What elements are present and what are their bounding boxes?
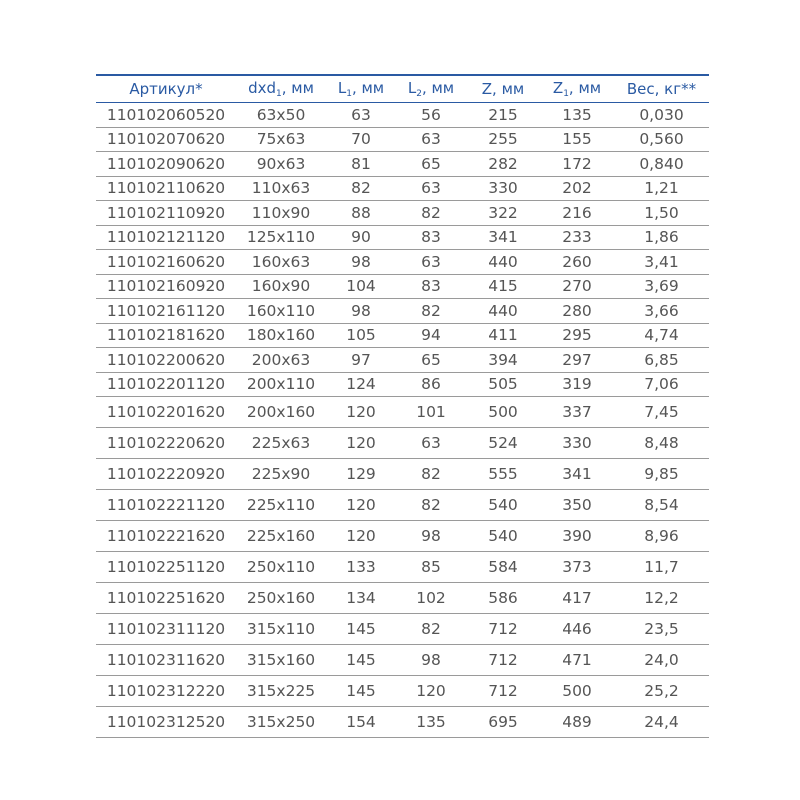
cell-l1: 133 [346, 558, 376, 576]
cell-l1: 97 [351, 350, 371, 369]
cell-weight: 3,41 [644, 252, 679, 271]
header-weight: Вес, кг** [626, 80, 697, 98]
cell-article: 110102161120 [106, 301, 226, 320]
cell-weight: 24,4 [644, 713, 679, 731]
cell-weight: 11,7 [644, 558, 679, 576]
cell-dxd: 200x160 [246, 403, 316, 421]
cell-z: 440 [488, 252, 518, 271]
cell-z: 330 [488, 179, 518, 198]
header-l2: $L_2$, мм [407, 79, 455, 99]
cell-z: 500 [488, 403, 518, 421]
cell-l1: 120 [346, 496, 376, 514]
cell-z1: 500 [562, 682, 592, 700]
cell-z1: 135 [562, 105, 592, 124]
table-row [96, 103, 709, 128]
cell-z: 411 [488, 326, 518, 345]
cell-article: 110102160620 [106, 252, 226, 271]
cell-l1: 120 [346, 403, 376, 421]
cell-z: 255 [488, 130, 518, 149]
cell-l2: 63 [421, 179, 441, 198]
header-dxd: dxd$_1$, мм [248, 79, 314, 99]
cell-article: 110102201120 [106, 375, 226, 394]
cell-dxd: 160x90 [251, 277, 311, 296]
table-header [96, 74, 709, 103]
cell-weight: 0,840 [639, 154, 684, 173]
cell-l2: 63 [421, 130, 441, 149]
cell-weight: 0,030 [639, 105, 684, 124]
table-row [96, 348, 709, 373]
cell-l1: 98 [351, 301, 371, 320]
cell-l2: 102 [416, 589, 446, 607]
cell-z: 712 [488, 620, 518, 638]
cell-weight: 1,21 [644, 179, 679, 198]
cell-weight: 7,06 [644, 375, 679, 394]
cell-l1: 124 [346, 375, 376, 394]
table-row [96, 707, 709, 738]
cell-l1: 98 [351, 252, 371, 271]
cell-dxd: 200x63 [251, 350, 311, 369]
cell-z: 586 [488, 589, 518, 607]
cell-z1: 270 [562, 277, 592, 296]
cell-l1: 88 [351, 203, 371, 222]
cell-weight: 7,45 [644, 403, 679, 421]
cell-dxd: 225x63 [251, 434, 311, 452]
cell-z: 322 [488, 203, 518, 222]
cell-dxd: 160x110 [246, 301, 316, 320]
cell-z: 505 [488, 375, 518, 394]
cell-z1: 202 [562, 179, 592, 198]
cell-dxd: 90x63 [256, 154, 306, 173]
cell-article: 110102312220 [106, 682, 226, 700]
cell-article: 110102312520 [106, 713, 226, 731]
table-row [96, 226, 709, 251]
cell-l1: 145 [346, 651, 376, 669]
table-row [96, 299, 709, 324]
cell-l2: 82 [421, 301, 441, 320]
cell-l2: 82 [421, 465, 441, 483]
cell-z: 415 [488, 277, 518, 296]
cell-dxd: 250x160 [246, 589, 316, 607]
cell-z1: 417 [562, 589, 592, 607]
table-row [96, 275, 709, 300]
cell-z: 712 [488, 651, 518, 669]
cell-l1: 81 [351, 154, 371, 173]
cell-l2: 56 [421, 105, 441, 124]
cell-l1: 70 [351, 130, 371, 149]
cell-z1: 319 [562, 375, 592, 394]
cell-l2: 65 [421, 350, 441, 369]
cell-z1: 260 [562, 252, 592, 271]
cell-article: 110102110920 [106, 203, 226, 222]
cell-l1: 154 [346, 713, 376, 731]
table-row [96, 250, 709, 275]
cell-l1: 104 [346, 277, 376, 296]
cell-article: 110102070620 [106, 130, 226, 149]
cell-z1: 216 [562, 203, 592, 222]
cell-article: 110102121120 [106, 228, 226, 247]
cell-weight: 23,5 [644, 620, 679, 638]
cell-z: 540 [488, 527, 518, 545]
fittings-table [96, 74, 709, 738]
table-row [96, 521, 709, 552]
cell-l2: 65 [421, 154, 441, 173]
cell-z: 282 [488, 154, 518, 173]
cell-z1: 233 [562, 228, 592, 247]
cell-l1: 129 [346, 465, 376, 483]
cell-l1: 82 [351, 179, 371, 198]
table-row [96, 373, 709, 398]
cell-dxd: 200x110 [246, 375, 316, 394]
cell-weight: 9,85 [644, 465, 679, 483]
cell-l1: 120 [346, 434, 376, 452]
cell-l1: 120 [346, 527, 376, 545]
cell-weight: 24,0 [644, 651, 679, 669]
cell-z: 341 [488, 228, 518, 247]
cell-article: 110102160920 [106, 277, 226, 296]
table-row [96, 152, 709, 177]
cell-l1: 105 [346, 326, 376, 345]
cell-dxd: 225x110 [246, 496, 316, 514]
cell-l2: 83 [421, 228, 441, 247]
cell-article: 110102090620 [106, 154, 226, 173]
header-z1: $Z_1$, мм [552, 79, 602, 99]
cell-l2: 82 [421, 203, 441, 222]
cell-z1: 155 [562, 130, 592, 149]
cell-z1: 341 [562, 465, 592, 483]
cell-article: 110102251620 [106, 589, 226, 607]
cell-l1: 90 [351, 228, 371, 247]
cell-z1: 446 [562, 620, 592, 638]
table-row [96, 552, 709, 583]
cell-weight: 1,50 [644, 203, 679, 222]
table-row [96, 428, 709, 459]
cell-l2: 83 [421, 277, 441, 296]
cell-z1: 350 [562, 496, 592, 514]
cell-dxd: 315x160 [246, 651, 316, 669]
cell-z1: 295 [562, 326, 592, 345]
cell-z: 584 [488, 558, 518, 576]
cell-z1: 489 [562, 713, 592, 731]
cell-z: 712 [488, 682, 518, 700]
cell-l1: 145 [346, 682, 376, 700]
cell-article: 110102220620 [106, 434, 226, 452]
cell-dxd: 225x90 [251, 465, 311, 483]
table-row [96, 459, 709, 490]
table-row [96, 614, 709, 645]
cell-article: 110102201620 [106, 403, 226, 421]
cell-dxd: 225x160 [246, 527, 316, 545]
cell-article: 110102220920 [106, 465, 226, 483]
cell-l2: 101 [416, 403, 446, 421]
cell-weight: 3,69 [644, 277, 679, 296]
table-row [96, 645, 709, 676]
cell-z: 440 [488, 301, 518, 320]
cell-z: 540 [488, 496, 518, 514]
cell-dxd: 125x110 [246, 228, 316, 247]
cell-article: 110102251120 [106, 558, 226, 576]
cell-l2: 63 [421, 252, 441, 271]
header-z: Z, мм [481, 80, 525, 98]
header-l1: $L_1$, мм [337, 79, 385, 99]
cell-l1: 63 [351, 105, 371, 124]
cell-weight: 4,74 [644, 326, 679, 345]
cell-article: 110102110620 [106, 179, 226, 198]
cell-weight: 1,86 [644, 228, 679, 247]
cell-weight: 25,2 [644, 682, 679, 700]
cell-l2: 98 [421, 651, 441, 669]
cell-l2: 82 [421, 620, 441, 638]
cell-weight: 8,54 [644, 496, 679, 514]
cell-article: 110102311120 [106, 620, 226, 638]
cell-dxd: 75x63 [256, 130, 306, 149]
cell-z: 524 [488, 434, 518, 452]
cell-l2: 135 [416, 713, 446, 731]
table-row [96, 583, 709, 614]
cell-l2: 120 [416, 682, 446, 700]
cell-z: 695 [488, 713, 518, 731]
cell-weight: 8,96 [644, 527, 679, 545]
cell-l2: 82 [421, 496, 441, 514]
cell-dxd: 315x110 [246, 620, 316, 638]
cell-article: 110102221120 [106, 496, 226, 514]
cell-dxd: 110x90 [251, 203, 311, 222]
cell-z1: 373 [562, 558, 592, 576]
cell-article: 110102221620 [106, 527, 226, 545]
cell-z: 215 [488, 105, 518, 124]
table-row [96, 128, 709, 153]
cell-weight: 3,66 [644, 301, 679, 320]
cell-dxd: 315x225 [246, 682, 316, 700]
cell-z1: 280 [562, 301, 592, 320]
cell-dxd: 63x50 [256, 105, 306, 124]
table-row [96, 177, 709, 202]
table-row [96, 397, 709, 428]
cell-weight: 6,85 [644, 350, 679, 369]
table-row [96, 490, 709, 521]
cell-weight: 0,560 [639, 130, 684, 149]
cell-dxd: 315x250 [246, 713, 316, 731]
cell-dxd: 110x63 [251, 179, 311, 198]
cell-article: 110102200620 [106, 350, 226, 369]
table-row [96, 201, 709, 226]
cell-dxd: 250x110 [246, 558, 316, 576]
cell-z1: 390 [562, 527, 592, 545]
cell-l2: 85 [421, 558, 441, 576]
table-row [96, 676, 709, 707]
cell-article: 110102181620 [106, 326, 226, 345]
cell-z1: 172 [562, 154, 592, 173]
header-article: Артикул* [129, 80, 203, 98]
cell-weight: 12,2 [644, 589, 679, 607]
cell-l2: 63 [421, 434, 441, 452]
cell-l1: 145 [346, 620, 376, 638]
cell-l2: 98 [421, 527, 441, 545]
table-body [96, 103, 709, 738]
cell-article: 110102311620 [106, 651, 226, 669]
cell-z1: 471 [562, 651, 592, 669]
cell-dxd: 160x63 [251, 252, 311, 271]
cell-weight: 8,48 [644, 434, 679, 452]
cell-z1: 337 [562, 403, 592, 421]
cell-z: 555 [488, 465, 518, 483]
table-row [96, 324, 709, 349]
cell-l2: 94 [421, 326, 441, 345]
cell-l1: 134 [346, 589, 376, 607]
cell-z: 394 [488, 350, 518, 369]
cell-z1: 297 [562, 350, 592, 369]
cell-dxd: 180x160 [246, 326, 316, 345]
cell-article: 110102060520 [106, 105, 226, 124]
cell-l2: 86 [421, 375, 441, 394]
cell-z1: 330 [562, 434, 592, 452]
